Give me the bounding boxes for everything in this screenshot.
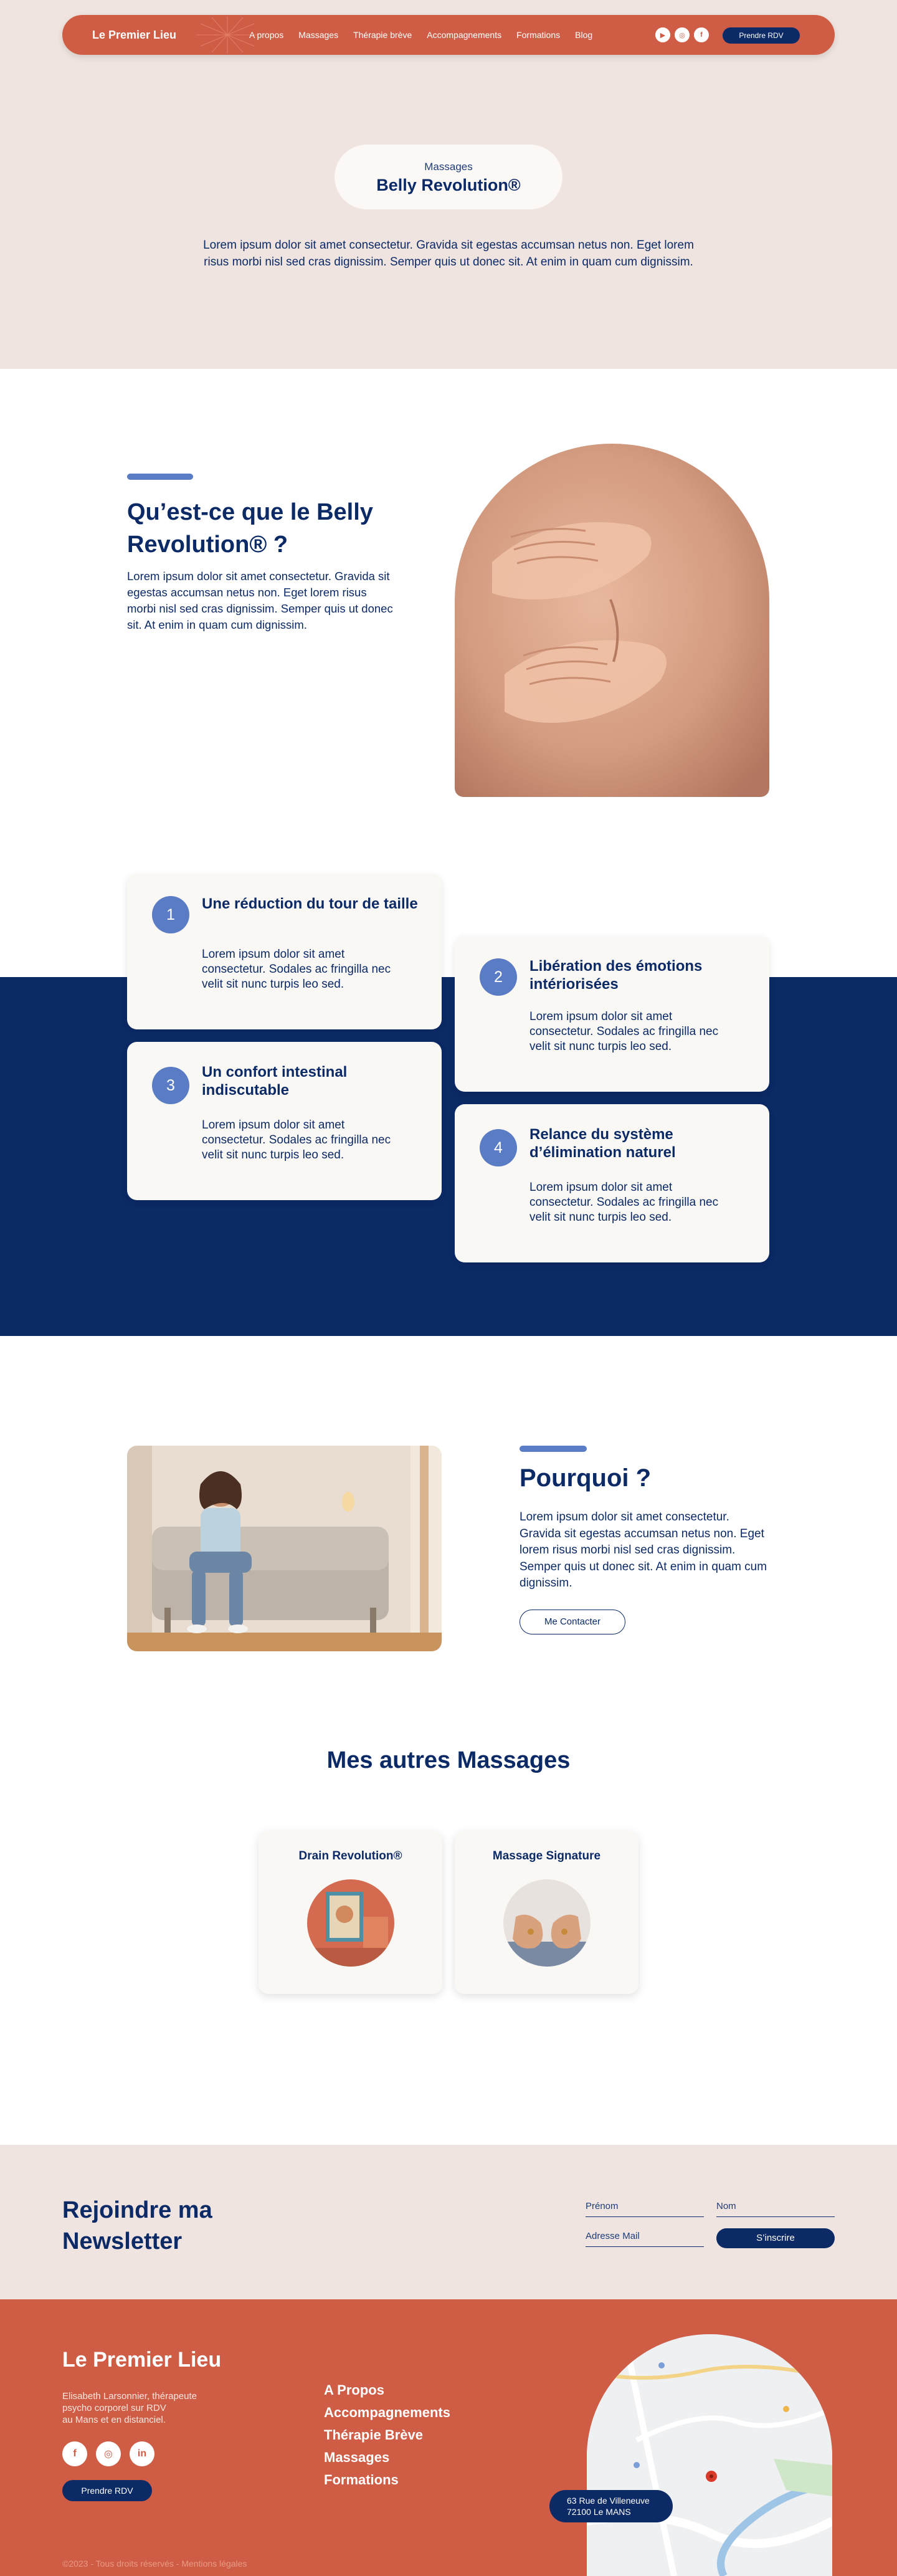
benefit-text: Lorem ipsum dolor sit amet consectetur. Sodales ac fringilla nec velit sit nunc turpis leo sed. (202, 1119, 391, 1162)
hero-text: Lorem ipsum dolor sit amet consectetur. Gravida sit egestas accumsan netus non. Eget lorem risus morbi nisl sed cras dignissim. Semper quis ut donec sit. At enim in quam cum dignissim. (203, 239, 694, 269)
why-title: Pourquoi ? (520, 1464, 652, 1492)
nav-link-formations[interactable]: Formations (516, 30, 561, 40)
accent-bar (520, 1446, 587, 1452)
address-badge (549, 2490, 673, 2522)
drain-revolution-image (307, 1879, 394, 1967)
benefit-card (455, 1104, 769, 1262)
page-title-pill (335, 145, 562, 209)
benefit-number: 4 (480, 1129, 517, 1166)
benefit-card (127, 874, 442, 1029)
address-line: 72100 Le MANS (567, 2507, 631, 2517)
nav-link-therapie-breve[interactable]: Thérapie brève (353, 30, 412, 40)
footer-description-line: Elisabeth Larsonnier, thérapeute (62, 2391, 197, 2402)
location-map[interactable] (587, 2334, 832, 2576)
footer-rdv-button[interactable]: Prendre RDV (62, 2480, 152, 2501)
massage-card-drain[interactable] (259, 1831, 442, 1994)
benefit-card (455, 936, 769, 1092)
nav-social (655, 27, 709, 42)
newsletter-section (0, 2145, 897, 2299)
accent-bar (127, 474, 193, 480)
benefit-title: Relance du système d’élimination naturel (529, 1126, 676, 1161)
therapist-photo (127, 1446, 442, 1651)
belly-massage-image (455, 444, 769, 797)
benefit-number: 2 (480, 958, 517, 996)
what-text: Lorem ipsum dolor sit amet consectetur. Gravida sit egestas accumsan netus non. Eget lorem risus morbi nisl sed cras dignissim. Semper quis ut donec sit. At enim in quam cum dignissim. (127, 570, 393, 631)
page-title: Belly Revolution® (376, 176, 521, 194)
massage-card-title: Drain Revolution® (298, 1849, 402, 1863)
brand-logo[interactable]: Le Premier Lieu (92, 29, 177, 41)
copyright[interactable]: ©2023 - Tous droits réservés - Mentions légales (62, 2559, 247, 2569)
footer-links (324, 2379, 450, 2491)
benefit-card (127, 1042, 442, 1200)
contact-button[interactable]: Me Contacter (520, 1610, 625, 1634)
footer-description (62, 2390, 249, 2426)
email-field[interactable]: Adresse Mail (586, 2226, 704, 2247)
footer (0, 2299, 897, 2576)
facebook-icon[interactable]: f (62, 2441, 87, 2466)
benefit-title: Libération des émotions intériorisées (529, 958, 703, 993)
massage-signature-image (503, 1879, 591, 1967)
subscribe-button[interactable]: S’inscrire (716, 2228, 835, 2248)
footer-link-massages[interactable]: Massages (324, 2450, 390, 2465)
benefit-text: Lorem ipsum dolor sit amet consectetur. Sodales ac fringilla nec velit sit nunc turpis leo sed. (529, 1010, 719, 1053)
footer-link-accompagnements[interactable]: Accompagnements (324, 2405, 450, 2420)
hero-section (0, 0, 897, 369)
footer-description-line: au Mans et en distanciel. (62, 2415, 166, 2425)
nav-link-massages[interactable]: Massages (298, 30, 339, 40)
benefit-number: 1 (152, 896, 189, 933)
nav-link-accompagnements[interactable]: Accompagnements (427, 30, 502, 40)
nav-link-a-propos[interactable]: A propos (249, 30, 284, 40)
benefit-text: Lorem ipsum dolor sit amet consectetur. Sodales ac fringilla nec velit sit nunc turpis leo sed. (202, 948, 391, 991)
top-navbar (62, 15, 835, 55)
footer-link-a-propos[interactable]: A Propos (324, 2382, 384, 2398)
nav-links (249, 15, 607, 55)
youtube-icon[interactable]: ▶ (655, 27, 670, 42)
page-subtitle: Massages (424, 161, 473, 173)
benefit-title: Une réduction du tour de taille (202, 895, 418, 912)
benefit-text: Lorem ipsum dolor sit amet consectetur. Sodales ac fringilla nec velit sit nunc turpis leo sed. (529, 1181, 719, 1224)
footer-link-therapie-breve[interactable]: Thérapie Brève (324, 2427, 423, 2443)
footer-link-formations[interactable]: Formations (324, 2472, 399, 2488)
facebook-icon[interactable]: f (694, 27, 709, 42)
massage-card-signature[interactable] (455, 1831, 638, 1994)
instagram-icon[interactable]: ◎ (96, 2441, 121, 2466)
last-name-field[interactable]: Nom (716, 2196, 835, 2217)
why-text: Lorem ipsum dolor sit amet consectetur. Gravida sit egestas accumsan netus non. Eget lorem risus morbi nisl sed cras dignissim. Semper quis ut donec sit. At enim in quam cum dignissim. (520, 1510, 767, 1590)
nav-link-blog[interactable]: Blog (575, 30, 593, 40)
linkedin-icon[interactable]: in (130, 2441, 154, 2466)
benefit-number: 3 (152, 1067, 189, 1104)
first-name-field[interactable]: Prénom (586, 2196, 704, 2217)
footer-brand[interactable]: Le Premier Lieu (62, 2348, 222, 2372)
massage-card-title: Massage Signature (492, 1849, 601, 1863)
footer-social (62, 2441, 154, 2466)
benefit-title: Un confort intestinal indiscutable (202, 1064, 348, 1099)
newsletter-title: Rejoindre ma Newsletter (62, 2197, 212, 2254)
nav-rdv-button[interactable]: Prendre RDV (723, 27, 800, 44)
other-massages-title: Mes autres Massages (326, 1747, 571, 1773)
footer-description-line: psycho corporel sur RDV (62, 2403, 166, 2413)
address-line: 63 Rue de Villeneuve (567, 2496, 650, 2506)
instagram-icon[interactable]: ◎ (675, 27, 690, 42)
what-title: Qu’est-ce que le Belly Revolution® ? (127, 499, 373, 558)
